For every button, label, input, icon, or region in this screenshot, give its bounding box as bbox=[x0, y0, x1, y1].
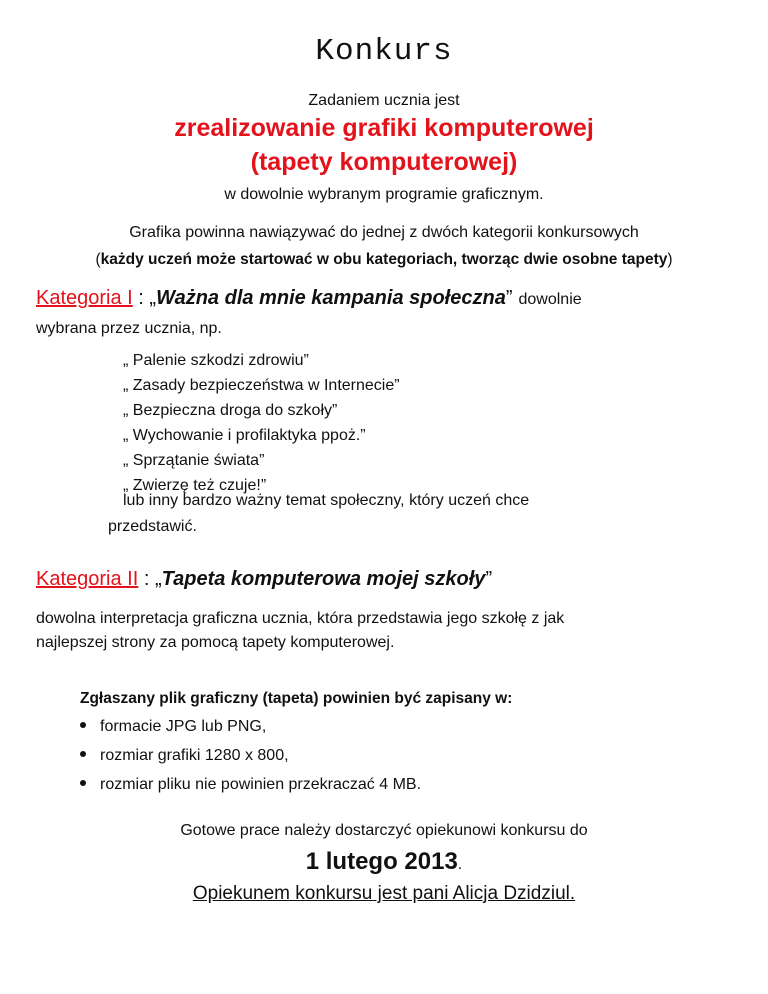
guardian-text: Opiekunem konkursu jest pani Alicja Dzidziul. bbox=[192, 883, 576, 904]
rules-line1: Grafika powinna nawiązywać do jednej z dwóch kategorii konkursowych bbox=[129, 224, 639, 241]
category2-label: Kategoria II bbox=[36, 568, 139, 590]
requirement-text: rozmiar pliku nie powinien przekraczać 4 MB. bbox=[100, 776, 422, 793]
requirement-text: formacie JPG lub PNG, bbox=[100, 718, 267, 735]
deadline bbox=[0, 848, 768, 876]
intro-text: Zadaniem ucznia jest bbox=[308, 92, 460, 109]
category2-description-line2: najlepszej strony za pomocą tapety komputerowej. bbox=[36, 634, 395, 651]
category1-tail: dowolnie bbox=[518, 291, 582, 308]
category2-description-line1: dowolna interpretacja graficzna ucznia, która przedstawia jego szkołę z jak bbox=[36, 610, 565, 627]
bullet-icon bbox=[80, 780, 86, 786]
deadline-dot: . bbox=[457, 856, 463, 873]
delivery-text: Gotowe prace należy dostarczyć opiekunowi konkursu do bbox=[180, 822, 588, 839]
category1-heading bbox=[36, 287, 582, 310]
category2-theme: Tapeta komputerowa mojej szkoły bbox=[161, 568, 486, 590]
task-heading-line1: zrealizowanie grafiki komputerowej bbox=[174, 114, 594, 142]
rules-line2 bbox=[0, 251, 768, 269]
rules-close-paren: ) bbox=[667, 251, 673, 268]
category1-separator: : „ bbox=[132, 287, 157, 309]
bullet-icon bbox=[80, 751, 86, 757]
list-item: „ Zasady bezpieczeństwa w Internecie” bbox=[123, 377, 400, 394]
task-heading-line2: (tapety komputerowej) bbox=[250, 148, 518, 176]
requirements-heading: Zgłaszany plik graficzny (tapeta) powinien być zapisany w: bbox=[80, 690, 513, 707]
list-item: „ Palenie szkodzi zdrowiu” bbox=[123, 352, 309, 369]
bullet-icon bbox=[80, 722, 86, 728]
task-tail: w dowolnie wybranym programie graficznym. bbox=[224, 186, 544, 203]
deadline-date: 1 lutego 2013 bbox=[305, 848, 458, 875]
list-item: „ Wychowanie i profilaktyka ppoż.” bbox=[123, 427, 366, 444]
category1-label: Kategoria I bbox=[36, 287, 133, 309]
category2-heading bbox=[36, 568, 492, 591]
list-item: „ Sprzątanie świata” bbox=[123, 452, 265, 469]
list-item: „ Zwierzę też czuje!” bbox=[123, 477, 267, 494]
category1-close-quote: ” bbox=[505, 287, 513, 309]
category1-other-line2: przedstawić. bbox=[108, 518, 197, 535]
category1-description: wybrana przez ucznia, np. bbox=[36, 320, 222, 337]
category1-theme: Ważna dla mnie kampania społeczna bbox=[156, 287, 506, 309]
rules-bold-note: każdy uczeń może startować w obu kategoriach, tworząc dwie osobne tapety bbox=[100, 251, 668, 268]
rules-open-paren: ( bbox=[95, 251, 101, 268]
requirements-list bbox=[80, 712, 421, 799]
category1-other-line1: lub inny bardzo ważny temat społeczny, który uczeń chce bbox=[123, 492, 530, 509]
category2-separator: : „ bbox=[138, 568, 162, 590]
page-title: Konkurs bbox=[315, 34, 453, 69]
list-item bbox=[80, 712, 421, 741]
requirement-text: rozmiar grafiki 1280 x 800, bbox=[100, 747, 289, 764]
list-item: „ Bezpieczna droga do szkoły” bbox=[123, 402, 338, 419]
list-item bbox=[80, 770, 421, 799]
category2-close-quote: ” bbox=[485, 568, 493, 590]
list-item bbox=[80, 741, 421, 770]
category1-examples bbox=[123, 348, 400, 498]
